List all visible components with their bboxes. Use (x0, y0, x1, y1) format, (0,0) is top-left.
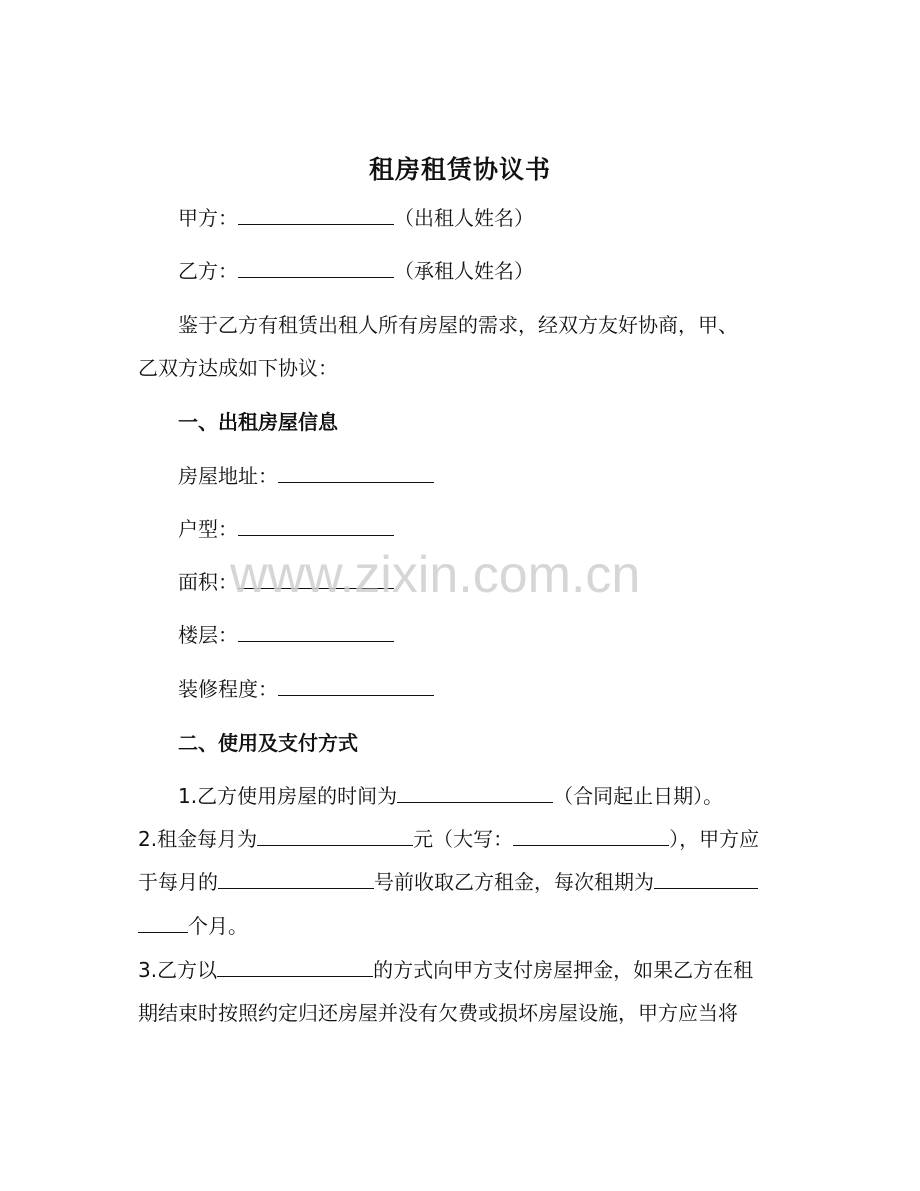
party-b-blank[interactable] (238, 257, 394, 278)
item-2-mid2: ），甲方应 (669, 827, 760, 851)
party-a-note: （出租人姓名） (394, 206, 534, 230)
item-3-suffix: 的方式向甲方支付房屋押金，如果乙方在租 (373, 958, 754, 982)
item-2-line-3 (138, 911, 248, 941)
preamble-line-2: 乙双方达成如下协议： (138, 356, 338, 380)
document-title: 租房租赁协议书 (368, 155, 551, 184)
item-2-rent-words-blank[interactable] (513, 825, 669, 846)
item-3-line-2: 期结束时按照约定归还房屋并没有欠费或损坏房屋设施，甲方应当将 (138, 1001, 738, 1025)
party-b-note: （承租人姓名） (394, 259, 534, 283)
item-3-prefix: 3.乙方以 (138, 958, 218, 982)
field-layout-blank[interactable] (238, 515, 394, 536)
field-floor-label: 楼层： (178, 623, 238, 647)
item-1-suffix: （合同起止日期）。 (553, 784, 724, 808)
item-1-blank[interactable] (397, 782, 553, 803)
field-floor-blank[interactable] (238, 621, 394, 642)
item-2-period-blank-b[interactable] (138, 912, 188, 933)
item-2-line2-mid: 号前收取乙方租金，每次租期为 (374, 870, 654, 894)
field-layout-label: 户型： (178, 517, 238, 541)
watermark: www.zixin.com.cn (230, 546, 641, 604)
item-3-method-blank[interactable] (217, 956, 373, 977)
field-address (178, 461, 434, 491)
item-1-prefix: 1.乙方使用房屋的时间为 (178, 784, 398, 808)
field-address-label: 房屋地址： (178, 464, 278, 488)
field-decoration-label: 装修程度： (178, 677, 278, 701)
section-2-heading: 二、使用及支付方式 (178, 731, 358, 755)
party-b-line (178, 256, 534, 286)
field-floor (178, 620, 394, 650)
party-a-blank[interactable] (238, 204, 394, 225)
field-decoration (178, 674, 434, 704)
field-area-label: 面积： (178, 570, 238, 594)
item-2-line-2 (138, 867, 758, 897)
field-address-blank[interactable] (278, 462, 434, 483)
item-2-line3-suffix: 个月。 (188, 914, 248, 938)
party-b-label: 乙方： (178, 259, 238, 283)
preamble-line-1: 鉴于乙方有租赁出租人所有房屋的需求，经双方友好协商，甲、 (178, 313, 738, 337)
item-3-line-1 (138, 955, 753, 985)
item-2-line-1 (138, 824, 759, 854)
item-1-line (178, 781, 723, 811)
section-1-heading: 一、出租房屋信息 (178, 410, 338, 434)
item-2-day-blank[interactable] (218, 868, 374, 889)
item-2-prefix: 2.租金每月为 (138, 827, 258, 851)
item-2-rent-blank[interactable] (257, 825, 413, 846)
item-2-mid1: 元（大写： (413, 827, 514, 851)
party-a-label: 甲方： (178, 206, 238, 230)
field-decoration-blank[interactable] (278, 675, 434, 696)
party-a-line (178, 203, 534, 233)
item-2-period-blank-a[interactable] (654, 868, 758, 889)
field-layout (178, 514, 394, 544)
item-2-line2-prefix: 于每月的 (138, 870, 218, 894)
